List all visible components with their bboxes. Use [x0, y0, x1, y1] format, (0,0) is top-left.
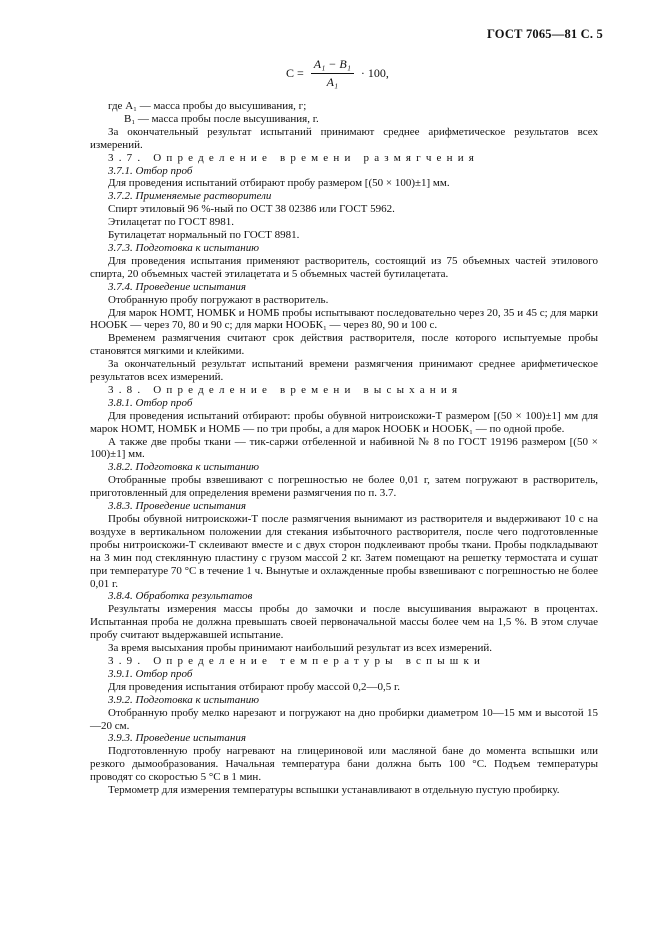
formula-numerator: A₁ − B₁: [311, 57, 354, 74]
subsection-heading: 3.7.2. Применяемые растворители: [108, 190, 272, 203]
section-heading: 3.7. Определение времени размягчения: [108, 151, 480, 164]
paragraph: Для проведения испытаний отбирают пробу размером [(50 × 100)±1] мм.: [108, 177, 450, 190]
subsection-heading: 3.8.3. Проведение испытания: [108, 500, 246, 513]
subsection-heading: 3.8.4. Обработка результатов: [108, 590, 253, 603]
subsection-heading: 3.8.2. Подготовка к испытанию: [108, 461, 260, 474]
where-b1: B₁ — масса пробы после высушивания, г.: [124, 112, 319, 125]
paragraph: Временем размягчения считают срок действия растворителя, после которого испытуемые пробы становятся мягкими и клейкими.: [90, 332, 598, 358]
paragraph: Отобранную пробу мелко нарезают и погружают на дно пробирки диаметром 10—15 мм и высотой 15—20 см.: [90, 706, 598, 732]
subsection-heading: 3.7.3. Подготовка к испытанию: [108, 241, 260, 254]
page-header: ГОСТ 7065—81 С. 5: [486, 27, 603, 41]
paragraph: Отобранные пробы взвешивают с погрешностью не более 0,01 г, затем погружают в растворитель, приготовленный для определения времени размягчения по п. 3.7.: [90, 474, 598, 500]
paragraph: Для проведения испытания отбирают пробу массой 0,2—0,5 г.: [108, 680, 400, 693]
formula-fraction: [311, 57, 354, 90]
subsection-heading: 3.7.4. Проведение испытания: [108, 280, 246, 293]
paragraph: Бутилацетат нормальный по ГОСТ 8981.: [108, 229, 300, 242]
subsection-heading: 3.7.1. Отбор проб: [108, 164, 193, 177]
paragraph: А также две пробы ткани — тик-саржи отбеленной и набивной № 8 по ГОСТ 19196 размером [(50 × 100)±1] мм.: [90, 435, 598, 461]
paragraph: Результаты измерения массы пробы до замочки и после высушивания выражают в процентах. Испытанная проба не должна превышать своей первоначальной массы более чем на 1,5 %. В этом случае пробу считают выдержавшей испытание.: [90, 603, 598, 642]
formula: [286, 57, 389, 90]
paragraph: Отобранную пробу погружают в растворитель.: [108, 293, 329, 306]
paragraph: За окончательный результат испытаний принимают среднее арифметическое результатов всех измерений.: [90, 125, 598, 151]
paragraph: Этилацетат по ГОСТ 8981.: [108, 216, 235, 229]
paragraph: Для марок НОМТ, НОМБК и НОМБ пробы испытывают последовательно через 20, 35 и 45 с; для марки НООБК — через 70, 80 и 90 с; для марки НООБК₁ — через 80, 90 и 100 с.: [90, 306, 598, 332]
subsection-heading: 3.9.1. Отбор проб: [108, 667, 193, 680]
paragraph: Спирт этиловый 96 %-ный по ОСТ 38 02386 или ГОСТ 5962.: [108, 203, 395, 216]
paragraph: Для проведения испытания применяют растворитель, состоящий из 75 объемных частей этилового спирта, 20 объемных частей этилацетата и 5 объемных частей бутилацетата.: [90, 254, 598, 280]
document-body: [90, 100, 598, 797]
paragraph: Подготовленную пробу нагревают на глицериновой или масляной бане до момента вспышки или резкого дымообразования. Начальная температура бани должна быть 100 °С. Подъем температуры проводят со скоростью 5 °С в 1 мин.: [90, 745, 598, 784]
subsection-heading: 3.9.3. Проведение испытания: [108, 732, 246, 745]
paragraph: Пробы обувной нитроискожи-Т после размягчения вынимают из растворителя и выдерживают 10 с на воздухе в вертикальном положении для стекания избыточного растворителя, после чего подготовленные пробы нитроискожи-Т склеивают вместе и с двух сторон подклеивают пробы ткани. Пробы подкладывают на 3 мин под стеклянную пластину с грузом массой 2 кг. Затем помещают на решетку термостата и сушат при температуре 70 °С в течение 1 ч. Вынутые и охлажденные пробы взвешивают с погрешностью не более 0,01 г.: [90, 513, 598, 590]
formula-suffix: · 100,: [360, 66, 389, 80]
subsection-heading: 3.8.1. Отбор проб: [108, 396, 193, 409]
paragraph: Для проведения испытаний отбирают: пробы обувной нитроискожи-Т размером [(50 × 100)±1] мм для марок НОМТ, НОМБК и НОМБ — по три пробы, а для марок НООБК и НООБК₁ — по одной пробе.: [90, 409, 598, 435]
where-a1: где A₁ — масса пробы до высушивания, г;: [108, 100, 307, 112]
subsection-heading: 3.9.2. Подготовка к испытанию: [108, 693, 260, 706]
paragraph: Термометр для измерения температуры вспышки устанавливают в отдельную пустую пробирку.: [108, 784, 560, 797]
formula-denominator: A₁: [326, 75, 339, 89]
formula-lhs: C =: [286, 66, 304, 80]
paragraph: За окончательный результат испытаний времени размягчения принимают среднее арифметическое результатов всех измерений.: [90, 358, 598, 384]
section-heading: 3.9. Определение температуры вспышки: [108, 654, 486, 667]
paragraph: За время высыхания пробы принимают наибольший результат из всех измерений.: [108, 642, 493, 655]
section-heading: 3.8. Определение времени высыхания: [108, 383, 463, 396]
